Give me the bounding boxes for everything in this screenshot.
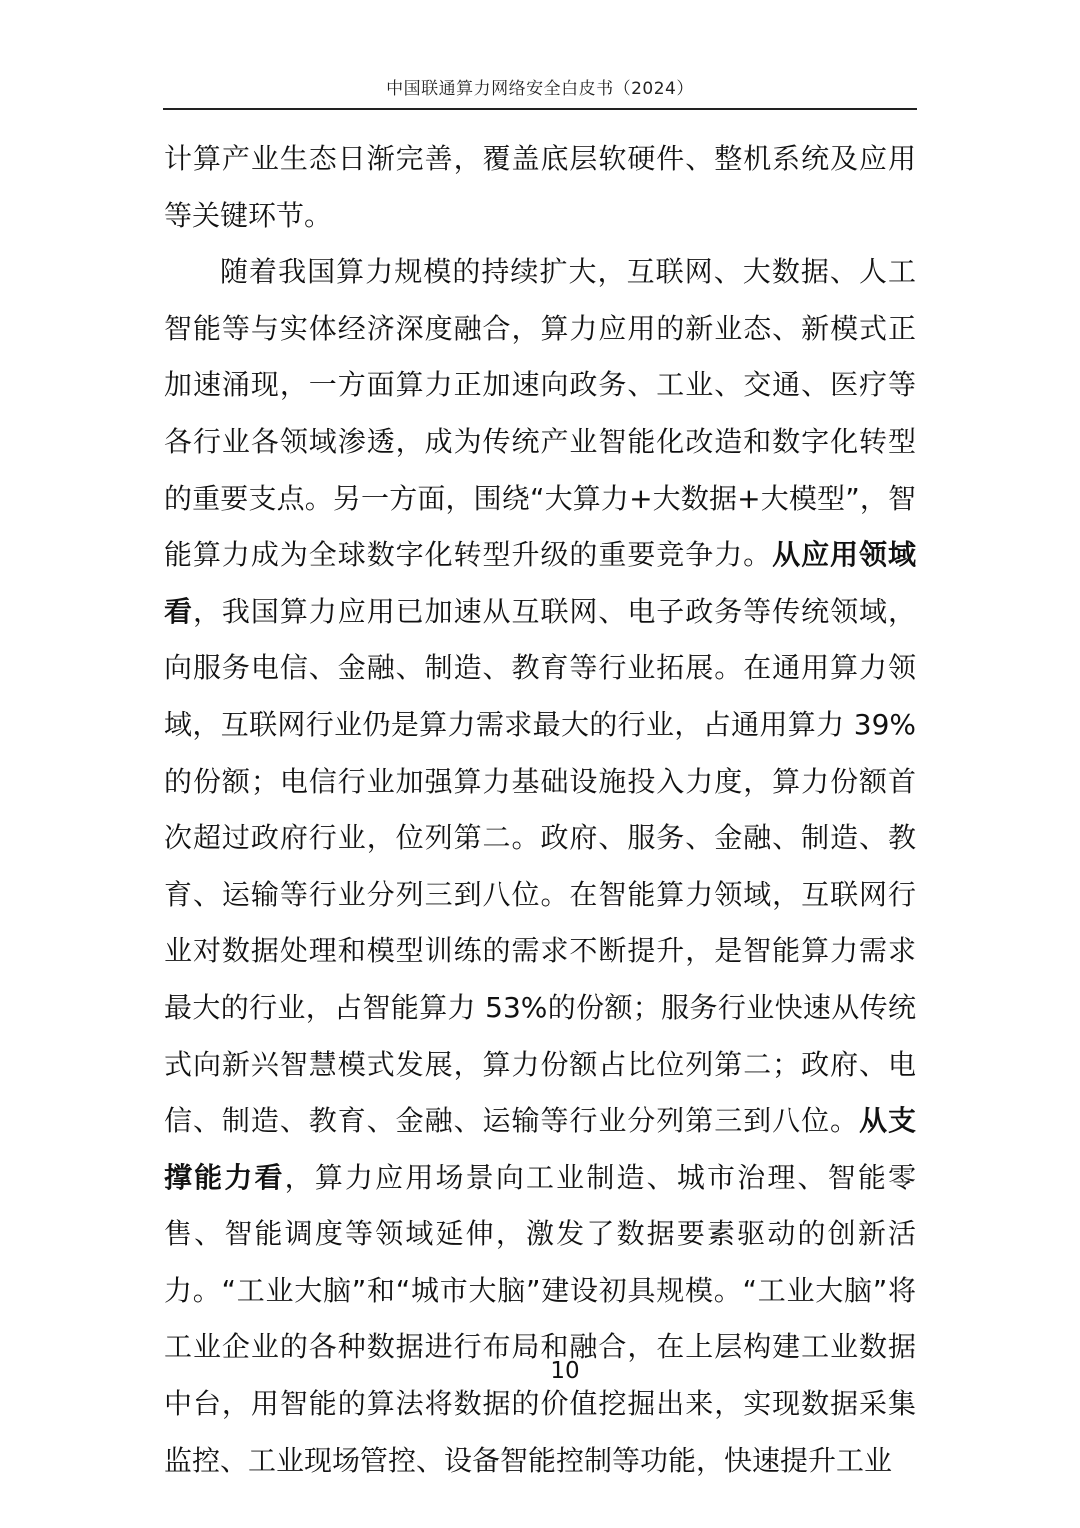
- bold-heading-support-capability: 从支撑能力看: [164, 1104, 916, 1194]
- page-number: 10: [550, 1358, 580, 1384]
- paragraph-continued: 计算产业生态日渐完善，覆盖底层软硬件、整机系统及应用等关键环节。: [164, 142, 916, 232]
- paragraph-intro: 随着我国算力规模的持续扩大，互联网、大数据、人工智能等与实体经济深度融合，算力应用的新业态、新模式正加速涌现，一方面算力正加速向政务、工业、交通、医疗等各行业各领域渗透，成为传统产业智能化改造和数字化转型的重要支点。另一方面，围绕“大算力+大数据+大模型”，智能算力成为全球数字化转型升级的重要竞争力。: [164, 255, 916, 572]
- running-header: 中国联通算力网络安全白皮书（2024）: [386, 79, 694, 99]
- paragraph-application-field-text: ，我国算力应用已加速从互联网、电子政务等传统领域，向服务电信、金融、制造、教育等行业拓展。在通用算力领域，互联网行业仍是算力需求最大的行业，占通用算力 39%的份额；电信行业加强算力基础设施投入力度，算力份额首次超过政府行业，位列第二。政府、服务、金融、制造、教育、运输等行业分列三到八位。在智能算力领域，互联网行业对数据处理和模型训练的需求不断提升，是智能算力需求最大的行业，占智能算力 53%的份额；服务行业快速从传统式向新兴智慧模式发展，算力份额占比位列第二；政府、电信、制造、教育、金融、运输等行业分列第三到八位。: [164, 594, 916, 1138]
- body-text: [164, 131, 916, 1489]
- paragraph-support-capability-text: ，算力应用场景向工业制造、城市治理、智能零售、智能调度等领域延伸，激发了数据要素驱动的创新活力。“工业大脑”和“城市大脑”建设初具规模。“工业大脑”将工业企业的各种数据进行布局和融合，在上层构建工业数据中台，用智能的算法将数据的价值挖掘出来，实现数据采集监控、工业现场管控、设备智能控制等功能，快速提升工业: [164, 1160, 916, 1477]
- bold-heading-application-field: 从应用领域看: [164, 538, 916, 628]
- paragraph-main: [164, 244, 916, 1489]
- header-divider: [163, 108, 917, 110]
